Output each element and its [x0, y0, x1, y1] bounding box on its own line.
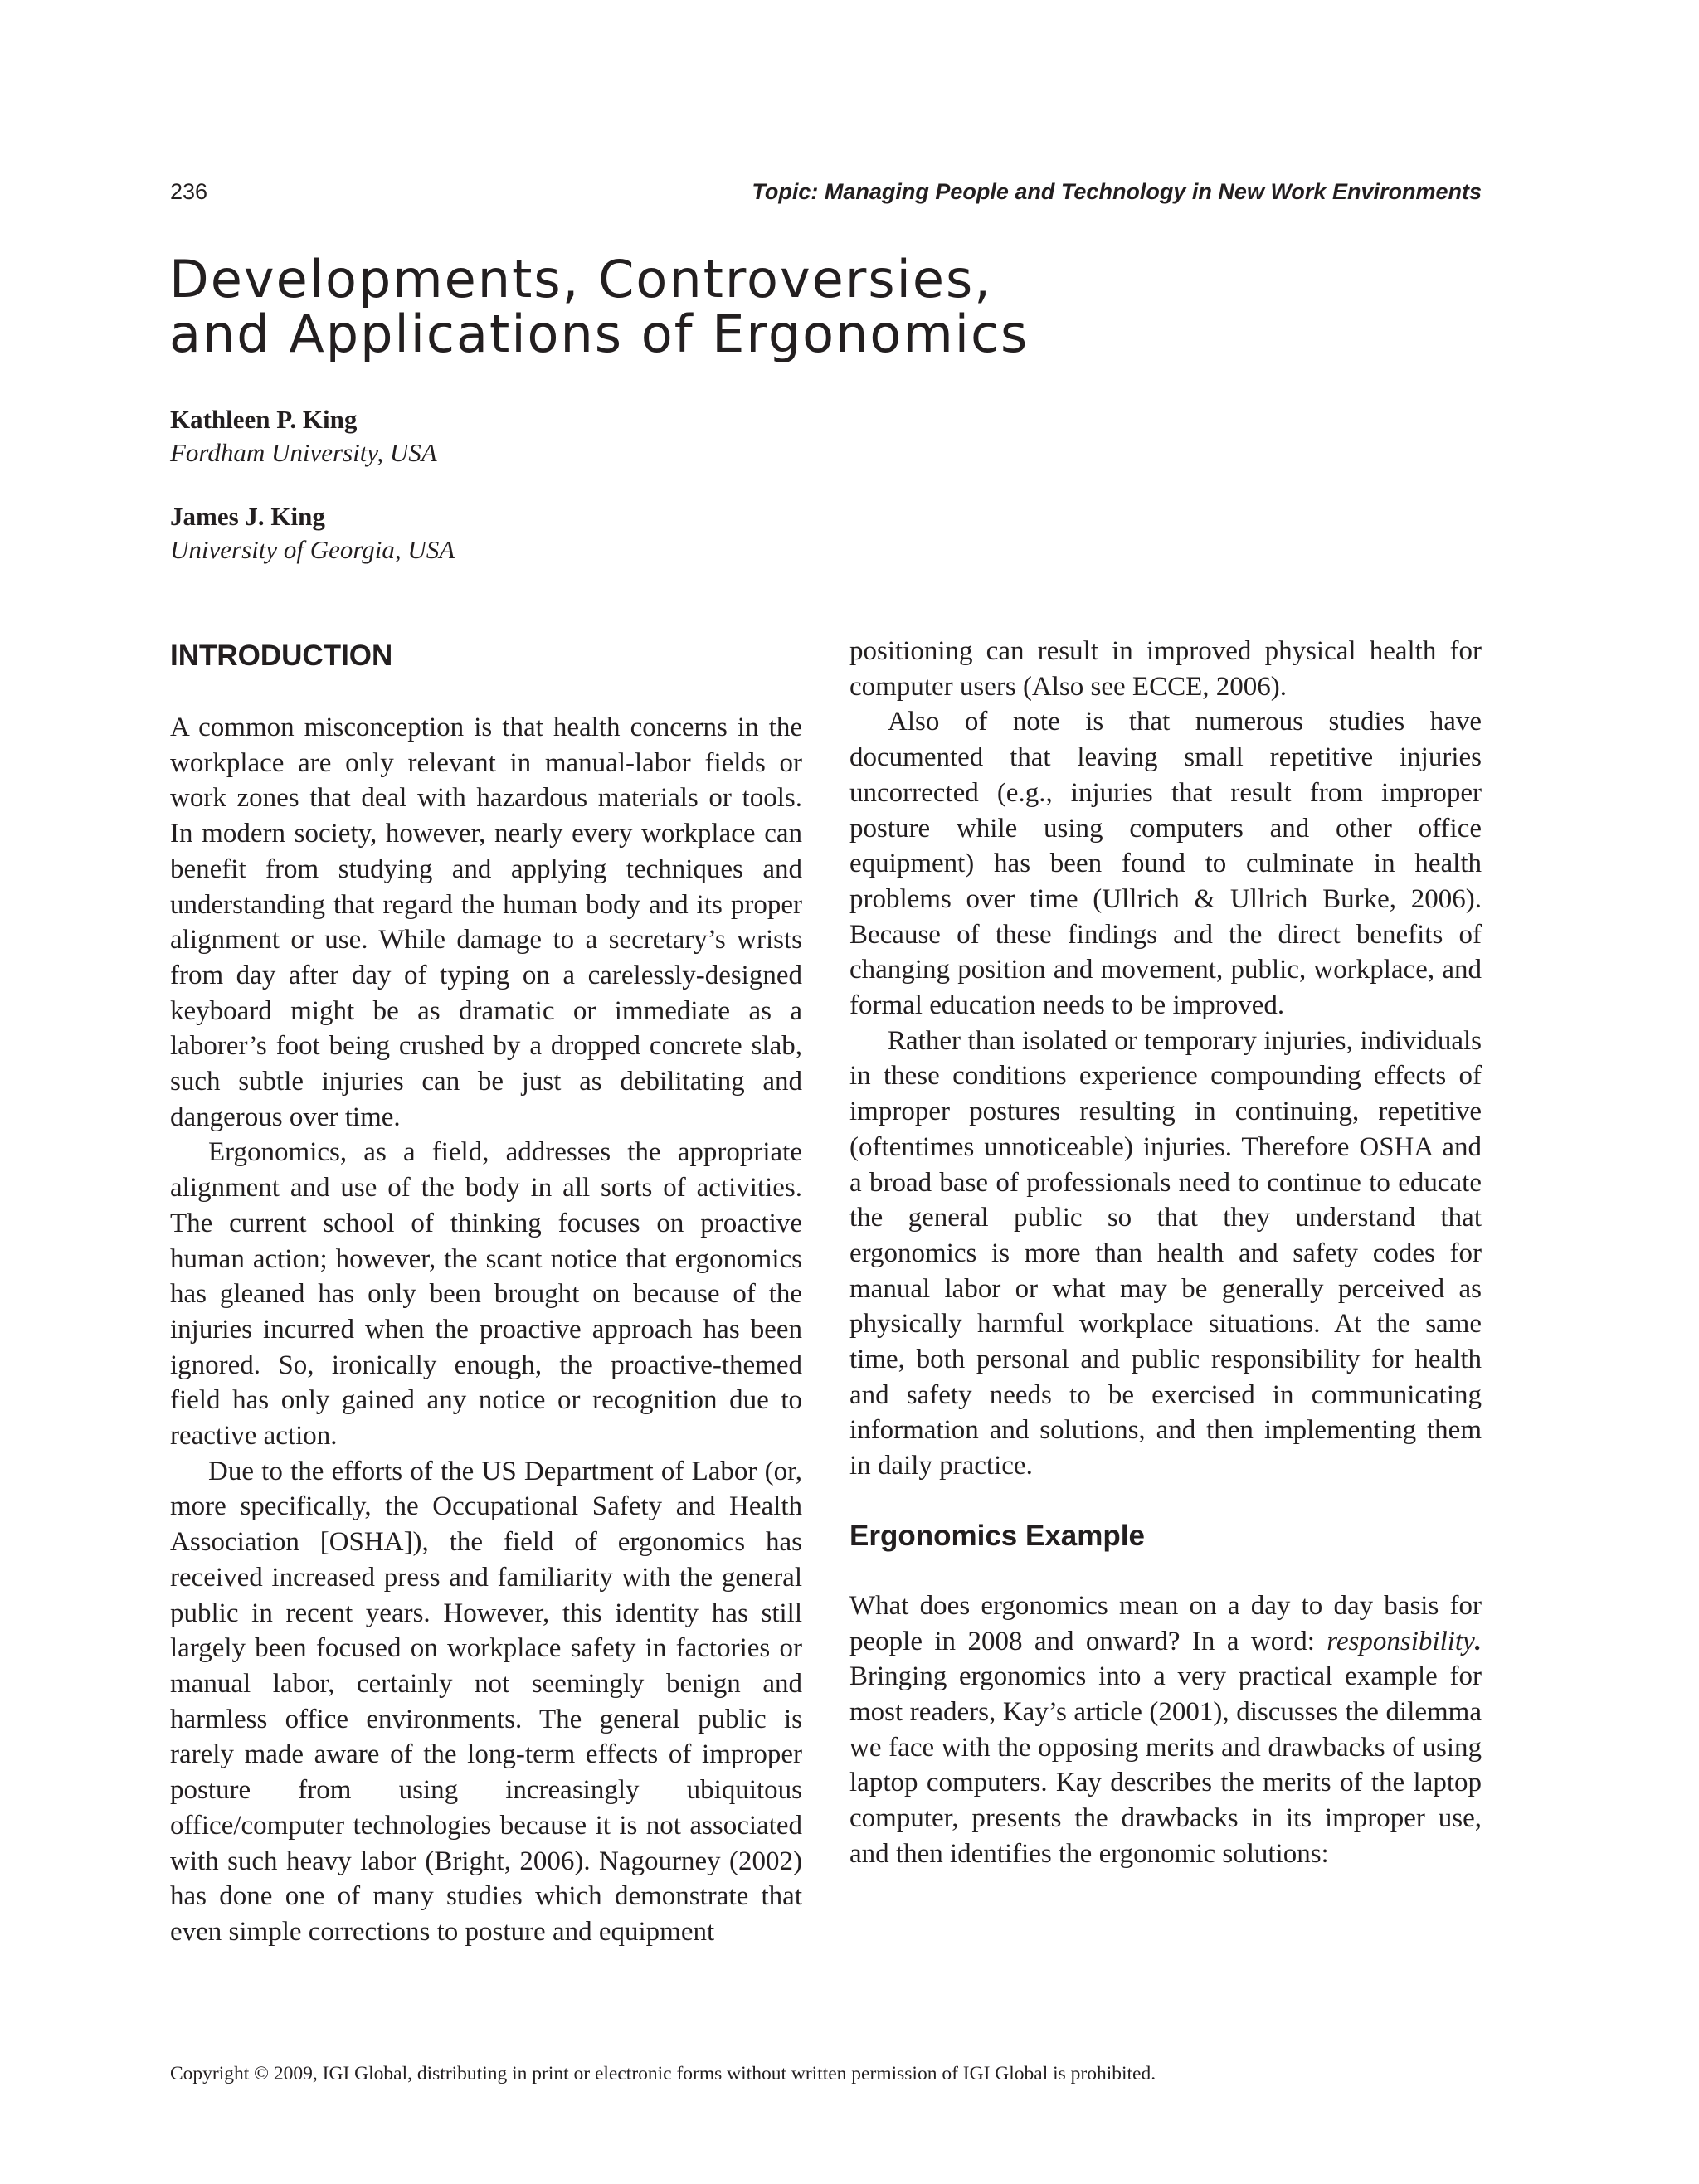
author-name: Kathleen P. King — [170, 405, 358, 434]
author-block-2 — [170, 500, 455, 567]
paragraph: A common misconception is that health concerns in the workplace are only relevant in manual-labor fields or work zones that deal with hazardous materials or tools. In modern society, however, nearly every workplace can benefit from studying and applying techniques and understanding that regard the human body and its proper alignment or use. While damage to a secretary’s wrists from day after day of typing on a carelessly-designed keyboard might be as dramatic or immediate as a laborer’s foot being crushed by a dropped concrete slab, such subtle injuries can be just as debilitating and dangerous over time. — [170, 713, 802, 1132]
paragraph: Also of note is that numerous studies have documented that leaving small repetitive injuries uncorrected (e.g., injuries that result from improper posture while using computers and other office equipment) has been found to culminate in health problems over time (Ullrich & Ullrich Burke, 2006). Because of these findings and the direct benefits of changing position and movement, public, workplace, and formal education needs to be improved. — [850, 707, 1482, 1021]
author-block-1 — [170, 403, 437, 469]
title-line-1: Developments, Controversies, — [169, 249, 992, 309]
article-title — [169, 249, 1331, 364]
author-affiliation: Fordham University, USA — [170, 438, 437, 467]
paragraph: Due to the efforts of the US Department of Labor (or, more specifically, the Occupational Safety and Health Association [OSHA]), the field of ergonomics has received increased press and familiarity with the general public in recent years. However, this identity has still largely been focused on workplace safety in factories or manual labor, certainly not seemingly benign and harmless office environments. The general public is rarely made aware of the long-term effects of improper posture from using increasingly ubiquitous office/computer technologies because it is not associated with such heavy labor (Bright, 2006). Nagourney (2002) has done one of many studies which demonstrate that even simple corrections to posture and equipment — [170, 1456, 802, 1947]
paragraph: positioning can result in improved physical health for computer users (Also see ECCE, 2006). — [850, 636, 1482, 702]
author-name: James J. King — [170, 502, 325, 531]
section-heading-ergonomics-example: Ergonomics Example — [850, 1519, 1145, 1552]
paragraph-ergonomics-example — [850, 1588, 1482, 1872]
example-text-after: Bringing ergonomics into a very practical example for most readers, Kay’s article (2001), discusses the dilemma we face with the opposing merits and drawbacks of using laptop computers. Kay describes the merits of the laptop computer, presents the drawbacks in its improper use, and then identifies the ergonomic solutions: — [850, 1661, 1482, 1869]
right-column — [850, 634, 1482, 1872]
author-affiliation: University of Georgia, USA — [170, 535, 455, 564]
paragraph: Ergonomics, as a field, addresses the appropriate alignment and use of the body in all sorts of activities. The current school of thinking focuses on proactive human action; however, the scant notice that ergonomics has gleaned has only been brought on because of the injuries incurred when the proactive approach has been ignored. So, ironically enough, the proactive-themed field has only gained any notice or recognition due to reactive action. — [170, 1137, 802, 1452]
emphasis-responsibility: responsibility — [1327, 1626, 1475, 1656]
copyright-notice: Copyright © 2009, IGI Global, distributing in print or electronic forms without written permission of IGI Global is prohibited. — [170, 2063, 1156, 2084]
emphasis-period: . — [1474, 1626, 1482, 1656]
paragraph: Rather than isolated or temporary injuries, individuals in these conditions experience compounding effects of improper postures resulting in continuing, repetitive (oftentimes unnoticeable) injuries. Therefore OSHA and a broad base of professionals need to continue to educate the general public so that they understand that ergonomics is more than health and safety codes for manual labor or what may be generally perceived as physically harmful workplace situations. At the same time, both personal and public responsibility for health and safety needs to be exercised in communicating information and solutions, and then implementing them in daily practice. — [850, 1025, 1482, 1481]
left-column — [170, 632, 802, 1950]
running-head: Topic: Managing People and Technology in New Work Environments — [752, 179, 1482, 204]
page-number: 236 — [170, 179, 208, 204]
section-heading-introduction: INTRODUCTION — [170, 640, 393, 672]
example-text-before: What does ergonomics mean on a day to day basis for people in 2008 and onward? In a word: — [850, 1590, 1482, 1656]
title-line-2: and Applications of Ergonomics — [169, 304, 1030, 364]
